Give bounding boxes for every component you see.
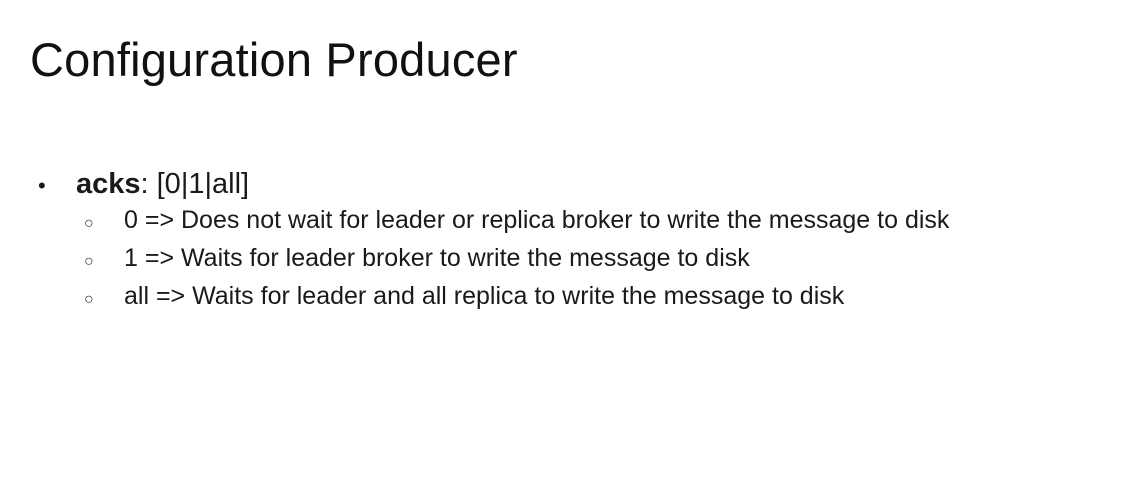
circle-bullet-icon: ○ — [84, 291, 94, 308]
circle-bullet-icon: ○ — [84, 253, 94, 270]
slide-title: Configuration Producer — [30, 33, 518, 86]
sub-bullet-text: 0 => Does not wait for leader or replica broker to write the message to disk — [124, 206, 950, 234]
sub-bullet-item — [84, 203, 949, 241]
bullet-list — [38, 166, 249, 204]
sub-bullet-item — [84, 279, 949, 317]
circle-bullet-icon: ○ — [84, 215, 94, 232]
sub-bullet-text: 1 => Waits for leader broker to write the message to disk — [124, 244, 750, 272]
bullet-text — [76, 166, 249, 202]
bullet-values: : [0|1|all] — [140, 168, 250, 200]
bullet-term: acks — [76, 168, 141, 200]
sub-bullet-text: all => Waits for leader and all replica to write the message to disk — [124, 282, 845, 310]
sub-bullet-list — [84, 203, 949, 317]
sub-bullet-item — [84, 241, 949, 279]
bullet-icon: • — [38, 173, 46, 198]
bullet-item-acks — [38, 166, 249, 204]
